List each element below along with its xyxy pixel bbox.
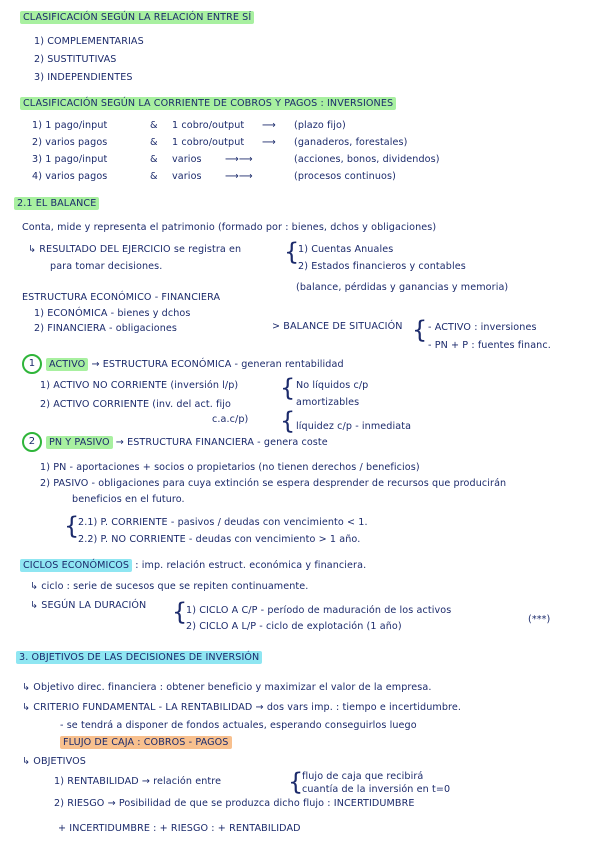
section-2-title: CLASIFICACIÓN SEGÚN LA CORRIENTE DE COBROS Y PAGOS : INVERSIONES [20, 98, 396, 109]
cycle-definition: ↳ ciclo : serie de sucesos que se repiten continuamente. [30, 581, 309, 592]
current-asset: 2) ACTIVO CORRIENTE (inv. del act. fijo [40, 399, 232, 410]
net-equity: 1) PN - aportaciones + socios o propietarios (no tienen derechos / beneficios) [40, 462, 420, 473]
row-2-b: 1 cobro/output [172, 137, 245, 148]
arrow-icon: ⟶⟶ [225, 171, 253, 182]
funds-line: - se tendrá a disponer de fondos actuales, esperando conseguirlos luego [60, 720, 417, 731]
statements-detail: (balance, pérdidas y ganancias y memoria) [296, 282, 509, 293]
brace-icon: { [64, 512, 80, 540]
number-circle-icon: 1 [22, 354, 42, 374]
liquidity: líquidez c/p - inmediata [296, 421, 412, 432]
row-2-c: (ganaderos, forestales) [294, 137, 408, 148]
row-4-b: varios [172, 171, 202, 182]
row-4-a: 4) varios pagos [32, 171, 108, 182]
row-3-b: varios [172, 154, 202, 165]
structure-title: ESTRUCTURA ECONÓMICO - FINANCIERA [22, 292, 221, 303]
list-item: 2) SUSTITUTIVAS [34, 54, 117, 65]
objective-line: ↳ Objetivo direc. financiera : obtener beneficio y maximizar el valor de la empresa. [22, 682, 432, 693]
criterion-line: ↳ CRITERIO FUNDAMENTAL - LA RENTABILIDAD → dos vars imp. : tiempo e incertidumbre. [22, 702, 462, 713]
balance-definition: Conta, mide y representa el patrimonio (formado por : bienes, dchos y obligaciones) [22, 222, 437, 233]
liabilities-cont: beneficios en el futuro. [72, 494, 185, 505]
cash-flow-received: flujo de caja que recibirá [302, 771, 424, 782]
section-1-title: CLASIFICACIÓN SEGÚN LA RELACIÓN ENTRE SÍ [20, 12, 254, 23]
short-cycle: 1) CICLO A C/P - período de maduración de los activos [186, 605, 452, 616]
section-3-title: 2.1 EL BALANCE [14, 198, 99, 209]
row-3-amp: & [150, 154, 158, 165]
row-3-a: 3) 1 pago/input [32, 154, 108, 165]
brace-icon: { [280, 407, 296, 435]
long-cycle: 2) CICLO A L/P - ciclo de explotación (1 año) [186, 621, 402, 632]
financial-statements: 2) Estados financieros y contables [298, 261, 466, 272]
economic-structure: 1) ECONÓMICA - bienes y dchos [34, 308, 191, 319]
result-line: ↳ RESULTADO DEL EJERCICIO se registra en [28, 244, 242, 255]
brace-icon: { [172, 598, 188, 626]
row-1-b: 1 cobro/output [172, 120, 245, 131]
financial-structure: 2) FINANCIERA - obligaciones [34, 323, 178, 334]
number-circle-icon: 2 [22, 432, 42, 452]
profitability-line: 1) RENTABILIDAD → relación entre [54, 776, 222, 787]
row-1-c: (plazo fijo) [294, 120, 346, 131]
list-item: 3) INDEPENDIENTES [34, 72, 133, 83]
section-7-title: 3. OBJETIVOS DE LAS DECISIONES DE INVERSIÓN [16, 652, 262, 663]
non-current-liabilities: 2.2) P. NO CORRIENTE - deudas con vencimiento > 1 año. [78, 534, 361, 545]
brace-icon: { [412, 316, 428, 344]
stars-note: (***) [528, 614, 551, 625]
current-liabilities: 2.1) P. CORRIENTE - pasivos / deudas con vencimiento < 1. [78, 517, 368, 528]
current-asset-cont: c.a.c/p) [212, 414, 249, 425]
non-liquid: No líquidos c/p [296, 380, 369, 391]
investment-amount: cuantía de la inversión en t=0 [302, 784, 451, 795]
arrow-icon: ⟶ [262, 120, 276, 131]
risk-line: 2) RIESGO → Posibilidad de que se produzca dicho flujo : INCERTIDUMBRE [54, 798, 415, 809]
row-1-amp: & [150, 120, 158, 131]
annual-accounts: 1) Cuentas Anuales [298, 244, 394, 255]
row-4-amp: & [150, 171, 158, 182]
result-line-cont: para tomar decisiones. [50, 261, 163, 272]
brace-icon: { [288, 768, 304, 796]
equity-liabilities: - PN + P : fuentes financ. [428, 340, 551, 351]
amortizable: amortizables [296, 397, 360, 408]
asset-investments: - ACTIVO : inversiones [428, 322, 537, 333]
duration-label: ↳ SEGÚN LA DURACIÓN [30, 600, 147, 611]
arrow-icon: ⟶⟶ [225, 154, 253, 165]
cash-flow-line: FLUJO DE CAJA : COBROS - PAGOS [60, 737, 232, 748]
row-4-c: (procesos continuos) [294, 171, 396, 182]
row-2-amp: & [150, 137, 158, 148]
list-item: 1) COMPLEMENTARIAS [34, 36, 144, 47]
row-3-c: (acciones, bonos, dividendos) [294, 154, 440, 165]
row-1-a: 1) 1 pago/input [32, 120, 108, 131]
liabilities: 2) PASIVO - obligaciones para cuya extinción se espera desprender de recursos que producirán [40, 478, 507, 489]
objectives-label: ↳ OBJETIVOS [22, 756, 86, 767]
arrow-icon: ⟶ [262, 137, 276, 148]
brace-icon: { [280, 374, 296, 402]
row-2-a: 2) varios pagos [32, 137, 108, 148]
non-current-asset: 1) ACTIVO NO CORRIENTE (inversión l/p) [40, 380, 239, 391]
cycles-heading: CICLOS ECONÓMICOS : imp. relación estruct. económica y financiera. [20, 560, 366, 571]
brace-icon: { [284, 238, 300, 266]
asset-heading: 1 ACTIVO → ESTRUCTURA ECONÓMICA - generan rentabilidad [22, 354, 344, 374]
uncertainty-line: + INCERTIDUMBRE : + RIESGO : + RENTABILIDAD [58, 823, 301, 834]
equity-heading: 2 PN Y PASIVO → ESTRUCTURA FINANCIERA - genera coste [22, 432, 328, 452]
balance-sheet-label: > BALANCE DE SITUACIÓN [272, 321, 403, 332]
